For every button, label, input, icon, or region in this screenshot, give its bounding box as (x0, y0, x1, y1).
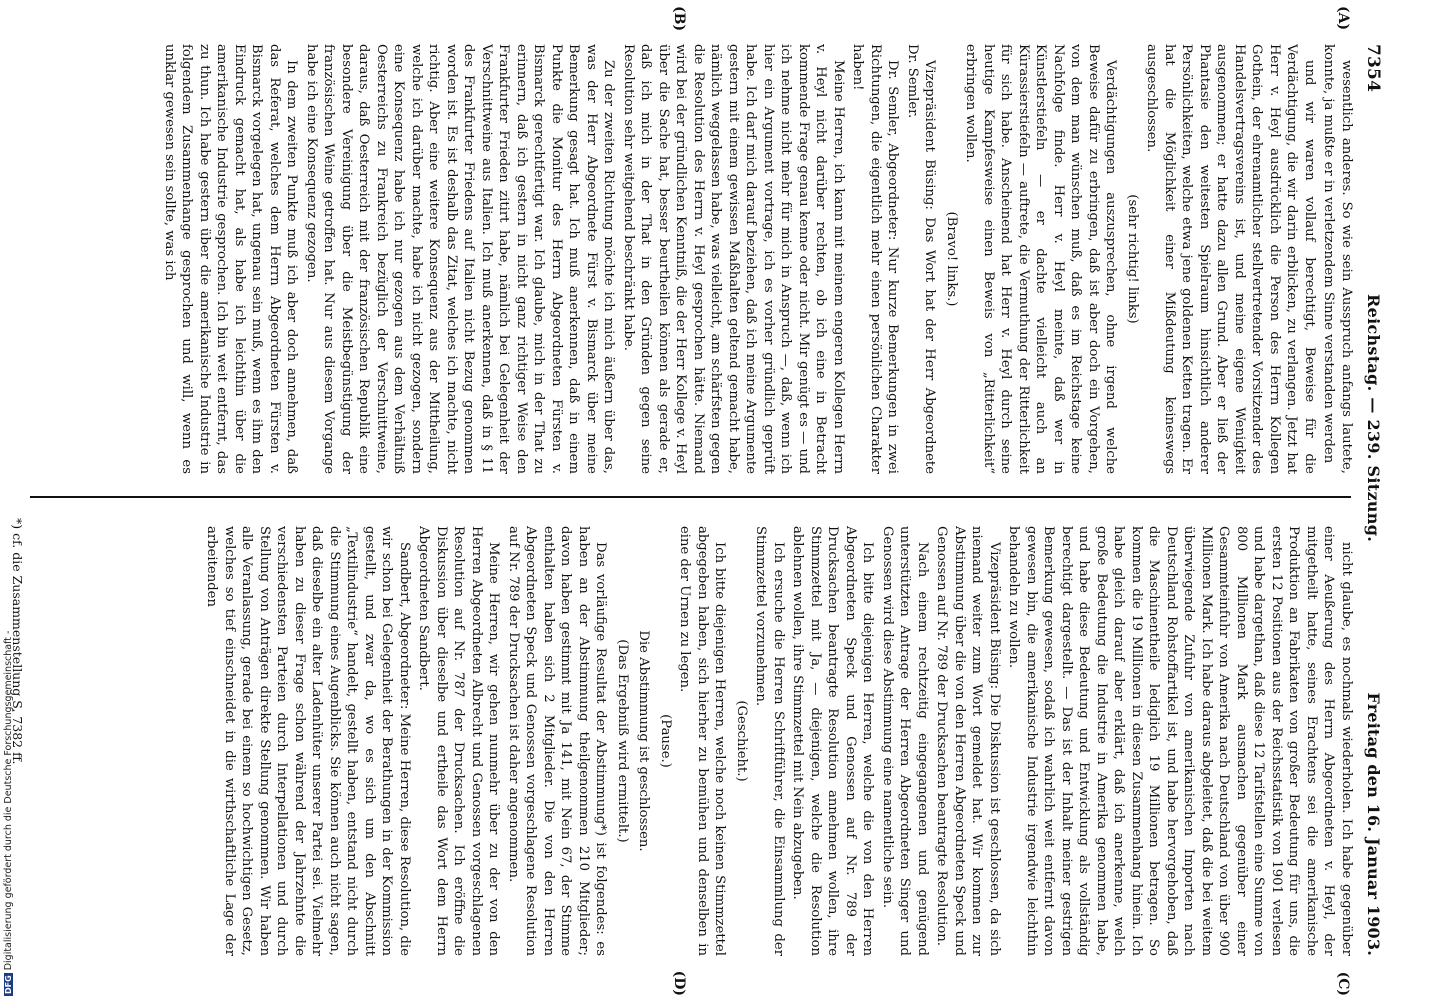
paragraph: (sehr richtig! links) (1125, 194, 1140, 324)
paragraph: Meine Herren, wir gehen nunmehr über zu der von den Herren Abgeordneten Albrecht und Genossen vorgeschlagenen Resolution auf Nr. 787 der Drucksachen. Ich eröffne die Diskussion über dieselbe und ertheile das Wort dem Herrn Abgeordneten Sandbert. (416, 526, 502, 956)
paragraph: (Das Ergebniß wird ermittelt.) (615, 639, 630, 843)
margin-letter-d: (D) (671, 970, 687, 996)
credit-text: Digitalisierung gefördert durch die Deutsche Forschungsgemeinschaft - (3, 630, 14, 971)
paragraph: Ich bitte diejenigen Herren, welche noch keinen Stimmzettel abgegeben haben, sich hierher zu bemühen und denselben in eine der Urnen zu legen. (677, 526, 728, 956)
text-columns (10, 44, 1355, 956)
left-column (10, 44, 1355, 474)
column-divider (30, 496, 1351, 498)
margin-letter-b: (B) (671, 6, 687, 32)
page-header (1359, 44, 1385, 956)
paragraph: Sandbert, Abgeordneter: Meine Herren, diese Resolution, die wir schon bei Gelegenheit der Berathungen in der Kommission gestellt, und zwar da, wo es sich um den Abschnitt „Textilindustrie“ handelt, gestellt haben, entstand nicht durch die Stimmung eines Augenblicks. Sie können auch nicht sagen, daß dieselbe ein alter Ladenhüter unserer Partei sei. Vielmehr haben zu dieser Frage schon während der Jahrzehnte die verschiedensten Parteien durch Interpellationen und durch Stellung von Anträgen direkte Stellung genommen. Wir haben alle Veranlassung, gerade bei einem so hochwichtigen Gesetz, welches so tief einschneidet in die wirthschaftliche Lage der arbeitenden (204, 526, 412, 956)
paragraph: Verdächtigungen auszusprechen, ohne irgend welche Beweise dafür zu erbringen, daß ist aber doch ein Vorgehen, von dem man wünschen muß, daß es im Reichstage keine Nachfolge finde. Herr v. Heyl meinte, daß wer in Künstlerstiefeln — er dachte vielleicht auch an Kürassierstiefeln — auftrete, die Vermuthung der Ritterlichkeit für sich habe. Anscheinend hat Herr v. Heyl durch seine heutige Kampfesweise einen Beweis von „Ritterlichkeit“ erbringen wollen. (963, 44, 1119, 474)
paragraph: und wir waren vollauf berechtigt, Beweise für die Verdächtigung, die wir darin erblicken, zu verlangen. Jetzt hat Herr v. Heyl ausdrücklich die Person des Herrn Kollegen Gothein, der ehrenamtlicher stellvertretender Vorsitzender des Handelsvertragsvereins ist, und meine eigene Wenigkeit ausgenommen; er hatte dazu allen Grund. Aber er ließ der Phantasie den weitesten Spielraum hinsichtlich anderer Persönlichkeiten, welche etwa jene goldenen Ketten tragen. Er hat die Möglichkeit einer Mißdeutung keineswegs ausgeschlossen. (1144, 44, 1317, 474)
page-number: 7354 (1363, 44, 1383, 93)
paragraph: Ich ersuche die Herren Schriftführer, die Einsammlung der Stimmzettel vorzunehmen. (753, 526, 786, 956)
paragraph: (Bravo! links.) (944, 211, 959, 307)
paragraph: Dr. Semler, Abgeordneter: Nur kurze Bemerkungen in zwei Richtungen, die eigentlich mehr einen persönlichen Charakter haben! (850, 44, 901, 474)
paragraph: Vizepräsident Büsing: Das Wort hat der Herr Abgeordnete Dr. Semler. (905, 44, 938, 474)
paragraph: Ich bitte diejenigen Herren, welche die von den Herren Abgeordneten Speck und Genossen auf Nr. 789 der Drucksachen beantragte Resolution annehmen wollen, ihre Stimmzettel mit Ja, — diejenigen, welche die Resolution ablehnen wollen, ihre Stimmzettel mit Nein abzugeben. (790, 526, 876, 956)
paragraph: Vizepräsident Büsing: Die Diskussion ist geschlossen, da sich niemand weiter zum Wort gemeldet hat. Wir kommen zur Abstimmung über die von den Herren Abgeordneten Speck und Genossen auf Nr. 789 der Drucksachen beantragte Resolution. (934, 526, 1002, 956)
digitization-credit (0, 600, 16, 1000)
paragraph: Meine Herren, ich kann mit meinem engeren Kollegen Herrn v. Heyl nicht darüber rechten, ob ich eine in Betracht kommende Frage genau kenne oder nicht. Mir genügt es — und ich nehme nicht mehr für mich in Anspruch —, daß, wenn ich hier ein Argument vortrage, ich es vorher gründlich geprüft habe. Ich darf mich darauf beziehen, daß ich meine Argumente gestern mit einem gewissen Maßhalten geltend gemacht habe, nämlich weggelassen habe, was vielleicht, am schärfsten gegen die Resolution des Herrn v. Heyl gesprochen hätte. Niemand wird bei der gründlichen Kenntniß, die der Herr Kollege v. Heyl über die Sache hat, besser beurtheilen können als gerade er, daß ich mich in der That in den Gründen gegen seine Resolution sehr weitgehend beschränkt habe. (621, 44, 846, 474)
paragraph: In dem zweiten Punkte muß ich aber doch annehmen, daß das Referat, welches dem Herrn Abgeordneten Fürsten v. Bismarck vorgelegen hat, ungenau sein muß, wenn es ihm den Eindruck gemacht hat, als habe ich leichthin über die amerikanische Industrie gesprochen. Ich bin weit entfernt, das zu thun. Ich habe gestern über die amerikanische Industrie in folgendem Zusammenhange gesprochen und will, wenn es unklar gewesen sein sollte, was ich (162, 44, 300, 474)
dfg-logo: DFG (4, 975, 13, 994)
page-title: Reichstag. — 239. Sitzung. (1364, 294, 1383, 543)
paragraph: Nach einem rechtzeitig eingegangenen und genügend unterstützten Antrage der Herren Abgeordneten Singer und Genossen wird diese Abstimmung eine namentliche sein. (880, 526, 930, 956)
paragraph: wesentlich anderes. So wie sein Ausspruch anfangs lautete, konnte, ja mußte er in verletzendem Sinne verstanden werden (1321, 44, 1354, 474)
session-date: Freitag den 16. Januar 1903. (1364, 692, 1383, 956)
margin-letter-c: (C) (1335, 971, 1351, 996)
right-column (10, 526, 1355, 956)
paragraph: Die Abstimmung ist geschlossen. (636, 630, 652, 852)
paragraph: Das vorläufige Resultat der Abstimmung*) ist folgendes: es haben an der Abstimmung theilgenommen 210 Mitglieder; davon haben gestimmt mit Ja 141, mit Nein 67, der Stimme enthalten haben sich 2 Mitglieder. Die von den Herren Abgeordneten Speck und Genossen vorgeschlagene Resolution auf Nr. 789 der Drucksachen ist daher angenommen. (506, 526, 609, 956)
paragraph: (Geschieht.) (734, 700, 749, 782)
paragraph: (Pause.) (658, 714, 673, 768)
margin-letter-a: (A) (1335, 6, 1351, 31)
paragraph: nicht glaube, es nochmals wiederholen. Ich habe gegenüber einer Aeußerung des Herrn Abgeordneten v. Heyl, der mitgetheilt hatte, seines Erachtens sei die amerikanische Produktion an Fabrikaten von großer Bedeutung für uns, die ersten 12 Positionen aus der Reichsstatistik von 1901 verlesen und habe dargethan, daß diese 12 Tarifstellen eine Summe von 800 Millionen Mark ausmachen gegenüber einer Gesammteinfuhr von Amerika nach Deutschland von über 900 Millionen Mark. Ich habe daraus abgeleitet, daß die bei weitem überwiegende Zufuhr von amerikanischen Importen nach Deutschland Rohstoffartikel ist, und habe hervorgehoben, daß die Maschinentheile lediglich 19 Millionen betragen. So kommen die 19 Millionen in diesen Zusammenhang hinein. Ich habe gleich darauf aber erklärt, daß ich anerkenne, welch große Bedeutung die Industrie in Amerika genommen habe, und habe diese Bedeutung und Entwicklung als vollständig berechtigt dargestellt. — Das ist der Inhalt meiner gestrigen Bemerkung gewesen, sodaß ich wahrlich weit entfernt davon gewesen bin, die amerikanische Industrie irgendwie leichthin behandeln zu wollen. (1006, 526, 1354, 956)
footnote: *) cf. die Zusammenstellung S. 7382 ff. (10, 518, 25, 765)
paragraph: Zu der zweiten Richtung möchte ich mich äußern über das, was der Herr Abgeordnete Fürst v. Bismarck über meine Bemerkung gesagt hat. Ich muß anerkennen, daß in einem Punkte die Monitur des Herrn Abgeordneten Fürsten v. Bismarck gerechtfertigt war. Ich glaube, mich in der That zu erinnern, daß ich gestern in nicht ganz richtiger Weise den Frankfurter Frieden zitirt habe, nämlich bei Gelegenheit der Verschnittweine aus Italien. Ich muß anerkennen, daß in § 11 des Frankfurter Friedens auf Italien nicht Bezug genommen worden ist. Es ist deshalb das Zitat, welches ich machte, nicht richtig. Aber eine weitere Konsequenz aus der Mittheilung, welche ich darüber machte, habe ich nicht gezogen, sondern eine Konsequenz habe ich nur gezogen aus dem Verhältniß Oesterreichs zu Frankreich bezüglich der Verschnittweine, daraus, daß Oesterreich mit der französischen Republik eine besondere Vereinigung über die Meistbegünstigung der französischen Weine getroffen hat. Nur aus diesem Vorgange habe ich eine Konsequenz gezogen. (304, 44, 617, 474)
